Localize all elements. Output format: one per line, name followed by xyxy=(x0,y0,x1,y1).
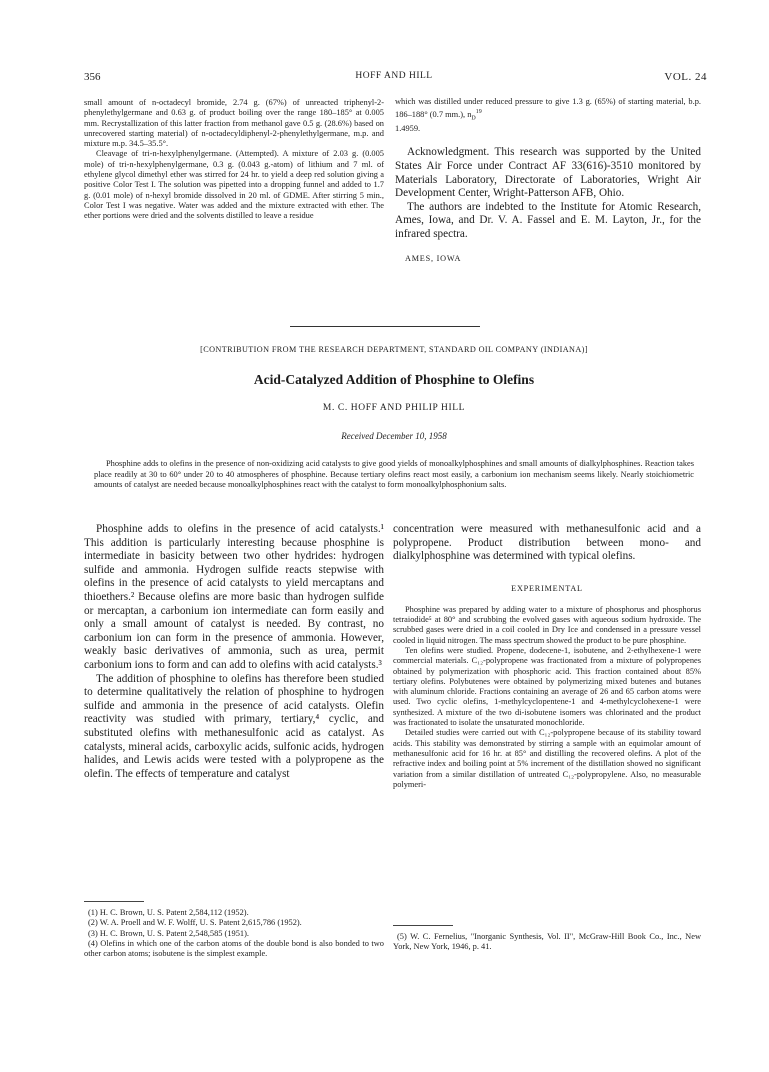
article-divider xyxy=(290,326,480,327)
previous-article-right-column xyxy=(395,97,701,263)
footnote-rule xyxy=(84,901,144,902)
body-left-column xyxy=(84,523,384,781)
running-head: HOFF AND HILL xyxy=(355,71,433,81)
paragraph: Phosphine was prepared by adding water to a mixture of phosphorus and phosphorus tetraiodide⁵ at 80° and scrubbing the evolved gases with aqueous sodium hydroxide. The scrubbed gases were dried in a coil cooled in Dry Ice and condensed in a pressure vessel cooled in liquid nitrogen. The mass spectrum showed the product to be pure phosphine. xyxy=(393,604,701,645)
paragraph: Detailed studies were carried out with C₁₂-polypropene because of its stability toward acids. This stability was demonstrated by stirring a sample with an equimolar amount of methanesulfonic acid for 16 hr. at 85° and distilling the recovered olefins. A plot of the refractive index and boiling point at 5% increment of the distillation showed no significant variation from a similar distillation of untreated C₁₂-polypropylene. Also, no measurable polymeri- xyxy=(393,728,701,789)
contribution-line: [CONTRIBUTION FROM THE RESEARCH DEPARTMENT, STANDARD OIL COMPANY (INDIANA)] xyxy=(200,345,588,354)
received-date: Received December 10, 1958 xyxy=(341,431,447,441)
paragraph: 1.4959. xyxy=(395,124,421,134)
footnote: (3) H. C. Brown, U. S. Patent 2,548,585 (1951). xyxy=(88,928,249,938)
acknowledgment-paragraph: Acknowledgment. This research was supported by the United States Air Force under Contract AF 33(616)-3510 monitored by Materials Laboratory, Directorate of Laboratories, Wright Air Development Center, Wright-Patterson AFB, Ohio. xyxy=(395,146,701,200)
footnotes-right xyxy=(393,932,701,953)
footnote: (1) H. C. Brown, U. S. Patent 2,584,112 (1952). xyxy=(88,908,249,917)
page-number: 356 xyxy=(84,71,101,83)
abstract: Phosphine adds to olefins in the presence of non-oxidizing acid catalysts to give good yields of monoalkylphosphines and small amounts of dialkylphosphines. Reaction takes place readily at 30 to 60° under 20 to 40 atmospheres of phosphine. Because tertiary olefins react most easily, a carbonium ion mechanism seems likely. Nearly stoichiometric amounts of catalyst are needed because monoalkylphosphines react with the catalyst to form monoalkylphosphonium salts. xyxy=(94,459,694,490)
paragraph: The authors are indebted to the Institute for Atomic Research, Ames, Iowa, and Dr. V. A. Fassel and E. M. Layton, Jr., for the infrared spectra. xyxy=(395,200,701,240)
footnote: (5) W. C. Fernelius, "Inorganic Synthesis, Vol. II", McGraw-Hill Book Co., Inc., New York, New York, 1946, p. 41. xyxy=(393,932,701,952)
article-title: Acid-Catalyzed Addition of Phosphine to Olefins xyxy=(253,372,535,387)
volume-label: VOL. 24 xyxy=(664,71,707,83)
page-header xyxy=(84,71,707,85)
paragraph: Ten olefins were studied. Propene, dodecene-1, isobutene, and 2-ethylhexene-1 were commercial materials. C₁₂-polypropene was fractionated from a mixture of polypropenes obtained by polymerization with phosphoric acid. This fraction contained about 85% tertiary olefins. Polybutenes were obtained by polymerizing mixed butenes and butanes with aluminum chloride. Fractions containing an average of 26 and 65 carbon atoms were used. Two cyclic olefins, 1-methylcyclopentene-1 and 4-methylcyclohexene-1 were synthesized. A mixture of the two di-isobutene isomers was chlorinated and the product was fractionated to isolate the unsaturated monochloride. xyxy=(393,645,701,728)
previous-article-left-column xyxy=(84,98,384,222)
paragraph: The addition of phosphine to olefins has therefore been studied to determine qualitatively the relation of phosphine to hydrogen sulfide and ammonia in the presence of acid catalysts. Olefin reactivity was studied with primary, tertiary,⁴ cyclic, and substituted olefins with methanesulfonic acid as catalyst. As catalysts, mineral acids, carboxylic acids, sulfonic acids, hydrogen halides, and Lewis acids were tested with a polypropene as the olefin. The effects of temperature and catalyst xyxy=(84,672,384,780)
location-label: AMES, IOWA xyxy=(405,253,462,263)
paragraph: Cleavage of tri-n-hexylphenylgermane. (Attempted). A mixture of 2.03 g. (0.005 mole) of tri-n-hexylphenylgermane, 0.3 g. (0.043 g.-atom) of lithium and 7 ml. of ethylene glycol dimethyl ether was stirred for 24 hr. to yield a deep red solution giving a positive Color Test I. The solution was pipetted into a dropping funnel and added to 1.7 g. (0.01 mole) of n-hexyl bromide dissolved in 20 ml. of GDME. After stirring 5 min., Color Test I was negative. Water was added and the mixture extracted with ether. The ether portions were dried and the solvents distilled to leave a residue xyxy=(84,149,384,221)
paragraph: small amount of n-octadecyl bromide, 2.74 g. (67%) of unreacted triphenyl-2-phenylethylgermane and 0.63 g. of product boiling over the range 180–185° at 0.005 mm. Recrystallization of this latter fraction from methanol gave 0.5 g. (28.6%) based on unrecovered starting material) of n-octadecyldiphenyl-2-phenylethylgermane, m.p. and mixture m.p. 34.5–35.5°. xyxy=(84,98,384,149)
footnotes-left xyxy=(84,908,384,959)
paragraph: Phosphine adds to olefins in the presence of acid catalysts.¹ This addition is particularly interesting because phosphine is intermediate in basicity between two other hydrides: hydrogen sulfide and ammonia. Hydrogen sulfide reacts stepwise with olefins in the presence of acid catalysts to yield mercaptans and thioethers.² Because olefins are more basic than hydrogen sulfide or mercaptan, a carbonium ion intermediate can form easily and only a small amount of catalyst is needed. By contrast, no carbonium ion can form in the presence of ammonia. However, weakly basic derivatives of ammonia, such as urea, permit carbonium ions to form and can add to olefins with acid catalysts.³ xyxy=(84,523,384,671)
footnote: (2) W. A. Proell and W. F. Wolff, U. S. Patent 2,615,786 (1952). xyxy=(88,918,302,928)
author-line: M. C. HOFF AND PHILIP HILL xyxy=(322,403,466,413)
paragraph: which was distilled under reduced pressure to give 1.3 g. (65%) of starting material, b.p. 186–188° (0.7 mm.), $n_D^{19}$ xyxy=(395,97,701,122)
footnote: (4) Olefins in which one of the carbon atoms of the double bond is also bonded to two other carbon atoms; isobutene is the simplest example. xyxy=(84,938,384,959)
paragraph: concentration were measured with methanesulfonic acid and a polypropene. Product distribution between mono- and dialkylphosphine was determined with typical olefins. xyxy=(393,523,701,563)
footnote-rule xyxy=(393,925,453,926)
section-heading: EXPERIMENTAL xyxy=(511,583,583,593)
body-right-column xyxy=(393,523,701,790)
